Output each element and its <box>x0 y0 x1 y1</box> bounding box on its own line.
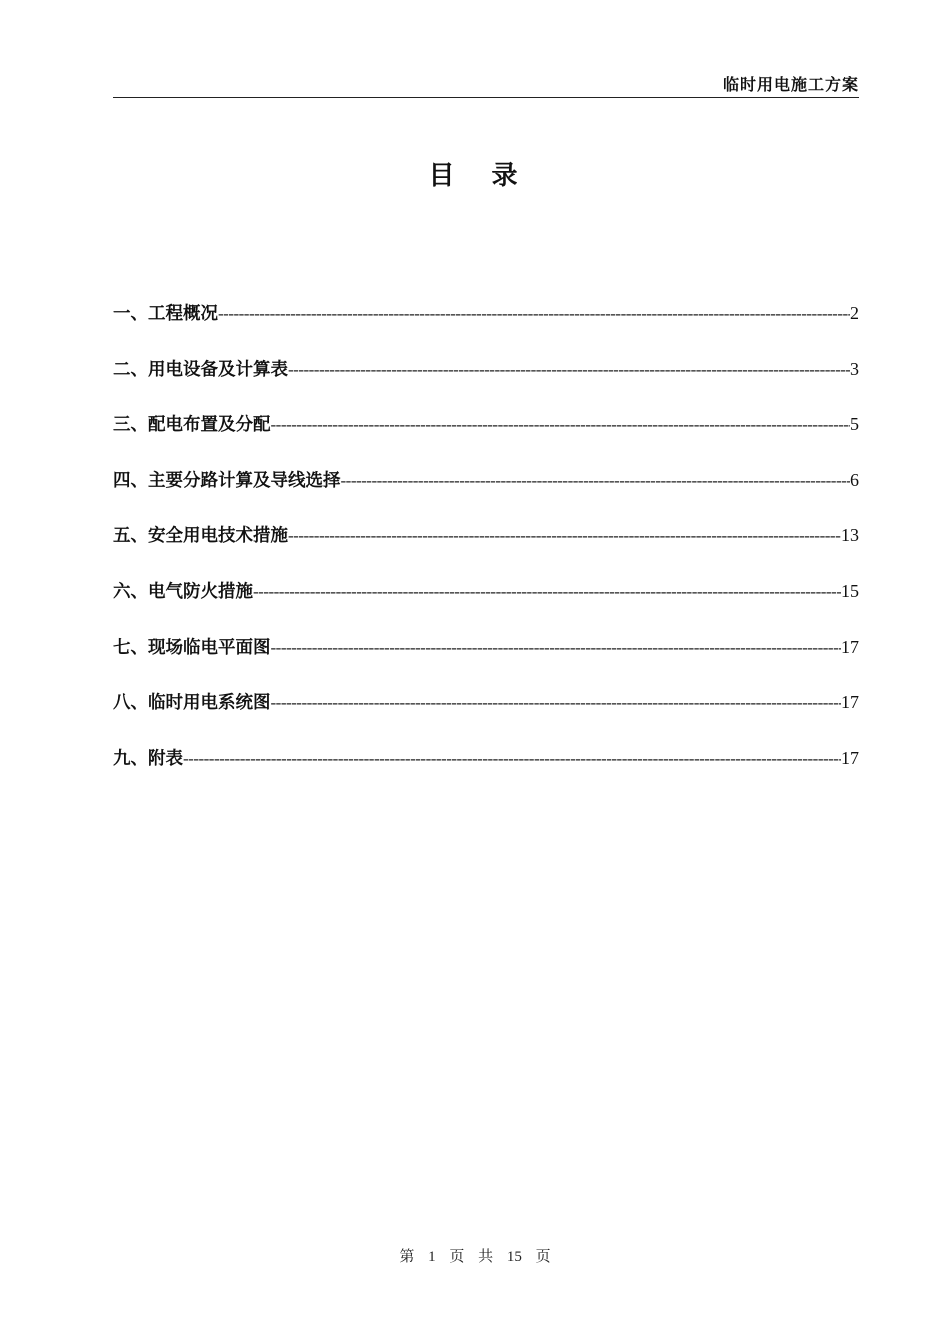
toc-title: 目 录 <box>428 161 532 191</box>
footer-current-page: 1 <box>428 1249 436 1265</box>
toc-entry-page-number: 15 <box>841 580 859 601</box>
toc-dot-leader <box>271 415 851 435</box>
toc-entry[interactable] <box>113 356 859 386</box>
toc-entry[interactable] <box>113 467 859 497</box>
toc-dot-leader <box>183 749 841 769</box>
toc-entry-label: 九、附表 <box>113 748 183 769</box>
toc-entry[interactable] <box>113 300 859 330</box>
toc-dot-leader <box>271 693 842 713</box>
footer-suffix: 页 <box>535 1249 551 1265</box>
toc-entry-page-number: 2 <box>850 303 859 323</box>
toc-entry-page-number: 5 <box>850 414 859 435</box>
toc-entry-label: 八、临时用电系统图 <box>113 693 271 714</box>
toc-entry-label: 四、主要分路计算及导线选择 <box>113 470 341 491</box>
footer-total-pages: 15 <box>506 1249 522 1265</box>
toc-dot-leader <box>341 471 851 491</box>
toc-entry-page-number: 13 <box>841 525 859 546</box>
toc-entry[interactable] <box>113 411 859 441</box>
toc-entry-page-number: 17 <box>841 692 859 713</box>
document-header-title: 临时用电施工方案 <box>722 75 859 94</box>
toc-entry-page-number: 6 <box>850 469 859 490</box>
toc-dot-leader <box>288 526 841 546</box>
toc-entry-label: 六、电气防火措施 <box>113 581 253 602</box>
toc-dot-leader <box>271 638 842 658</box>
toc-entry-page-number: 3 <box>850 358 859 379</box>
toc-entry-page-number: 17 <box>841 636 859 657</box>
footer-prefix: 第 <box>399 1249 415 1265</box>
page-footer <box>0 1245 950 1266</box>
toc-entry[interactable] <box>113 634 859 664</box>
footer-total-word: 共 <box>478 1249 494 1265</box>
toc-entry[interactable] <box>113 522 859 552</box>
toc-entry-page-number: 17 <box>841 747 859 768</box>
toc-entry-label: 七、现场临电平面图 <box>113 637 271 658</box>
toc-entry[interactable] <box>113 689 859 719</box>
toc-dot-leader <box>253 582 841 602</box>
toc-dot-leader <box>218 304 850 324</box>
toc-entry-label: 五、安全用电技术措施 <box>113 526 288 547</box>
table-of-contents <box>113 300 859 800</box>
page-header <box>113 70 859 98</box>
toc-dot-leader <box>288 360 850 380</box>
toc-entry-label: 二、用电设备及计算表 <box>113 359 288 380</box>
toc-entry[interactable] <box>113 578 859 608</box>
footer-page-word: 页 <box>449 1249 465 1265</box>
toc-entry-label: 一、工程概况 <box>113 304 218 324</box>
toc-entry[interactable] <box>113 745 859 775</box>
toc-entry-label: 三、配电布置及分配 <box>113 415 271 436</box>
